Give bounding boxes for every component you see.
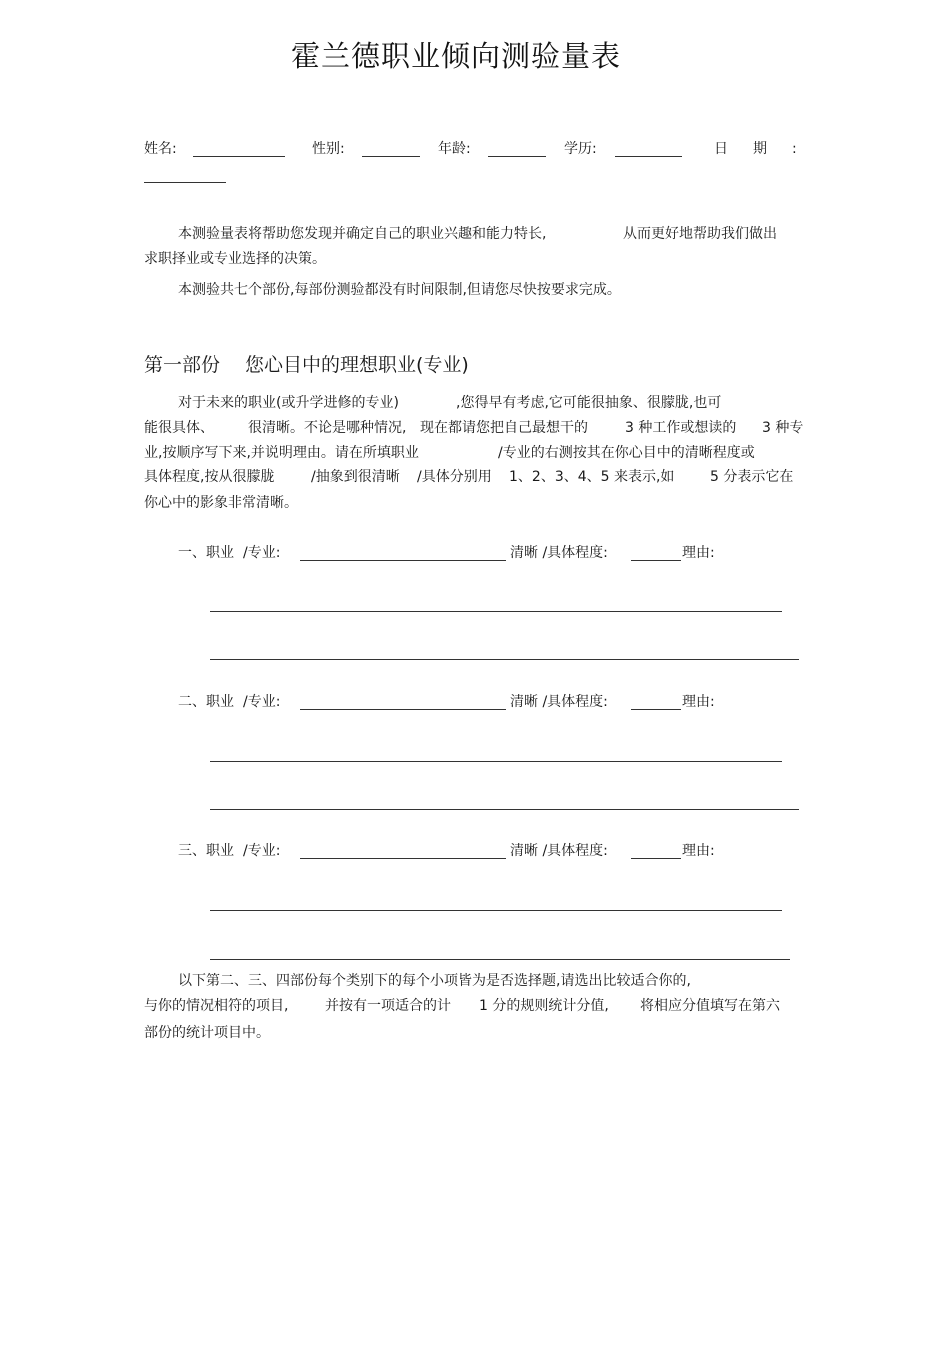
reason-label: 理由:	[682, 694, 715, 710]
part1-p3a: 业,按顺序写下来,并说明理由。请在所填职业	[144, 445, 419, 461]
clarity-field[interactable]	[631, 858, 681, 859]
career-field[interactable]	[300, 858, 506, 859]
part1-p2c: 现在都请您把自己最想干的	[420, 420, 588, 436]
reason-line-2[interactable]	[210, 959, 790, 960]
part1-p2b: 很清晰。不论是哪种情况,	[248, 420, 407, 436]
intro-line-1a: 本测验量表将帮助您发现并确定自己的职业兴趣和能力特长,	[178, 226, 547, 242]
clarity-field[interactable]	[631, 709, 681, 710]
clarity-label: 清晰 /具体程度:	[510, 694, 608, 710]
clarity-label: 清晰 /具体程度:	[510, 843, 608, 859]
gender-field[interactable]	[362, 156, 420, 157]
reason-line-2[interactable]	[210, 659, 799, 660]
part1-heading-a: 第一部份	[144, 354, 221, 376]
part1-p3b: /专业的右测按其在你心目中的清晰程度或	[498, 445, 755, 461]
outro-line-2c: 1 分的规则统计分值,	[479, 998, 609, 1014]
item-prefix: 一、职业	[178, 545, 234, 561]
gender-label: 性别:	[312, 141, 345, 157]
part1-heading-b: 您心目中的理想职业(专业)	[245, 354, 469, 376]
age-label: 年龄:	[438, 141, 471, 157]
age-field[interactable]	[488, 156, 546, 157]
reason-label: 理由:	[682, 843, 715, 859]
part1-p2e: 3 种专	[762, 420, 804, 436]
reason-label: 理由:	[682, 545, 715, 561]
item-sep: /专业:	[243, 545, 281, 561]
part1-p4d: 1、2、3、4、5 来表示,如	[509, 469, 675, 485]
part1-p4c: /具体分别用	[417, 469, 492, 485]
part1-p4b: /抽象到很清晰	[311, 469, 400, 485]
education-field[interactable]	[615, 156, 682, 157]
reason-line-2[interactable]	[210, 809, 799, 810]
clarity-label: 清晰 /具体程度:	[510, 545, 608, 561]
reason-line-1[interactable]	[210, 611, 782, 612]
date-label-1: 日	[714, 141, 728, 157]
part1-p1a: 对于未来的职业(或升学进修的专业)	[178, 395, 399, 411]
education-label: 学历:	[564, 141, 597, 157]
intro-line-1b: 从而更好地帮助我们做出	[623, 226, 777, 242]
part1-p5: 你心中的影象非常清晰。	[144, 495, 298, 511]
outro-line-3: 部份的统计项目中。	[144, 1025, 270, 1041]
date-field[interactable]	[144, 182, 226, 183]
part1-p2a: 能很具体、	[144, 420, 214, 436]
item-sep: /专业:	[243, 694, 281, 710]
item-prefix: 二、职业	[178, 694, 234, 710]
date-label-2: 期	[753, 141, 767, 157]
part1-p4e: 5 分表示它在	[710, 469, 794, 485]
name-field[interactable]	[193, 156, 285, 157]
name-label: 姓名:	[144, 141, 177, 157]
item-sep: /专业:	[243, 843, 281, 859]
date-colon: :	[792, 141, 797, 157]
outro-line-1: 以下第二、三、四部份每个类别下的每个小项皆为是否选择题,请选出比较适合你的,	[178, 973, 691, 989]
outro-line-2b: 并按有一项适合的计	[325, 998, 451, 1014]
part1-p1b: ,您得早有考虑,它可能很抽象、很朦胧,也可	[456, 395, 722, 411]
part1-p4a: 具体程度,按从很朦胧	[144, 469, 275, 485]
reason-line-1[interactable]	[210, 910, 782, 911]
outro-line-2d: 将相应分值填写在第六	[640, 998, 780, 1014]
career-field[interactable]	[300, 560, 506, 561]
outro-line-2a: 与你的情况相符的项目,	[144, 998, 289, 1014]
clarity-field[interactable]	[631, 560, 681, 561]
intro-line-3: 本测验共七个部份,每部份测验都没有时间限制,但请您尽快按要求完成。	[178, 282, 621, 298]
career-field[interactable]	[300, 709, 506, 710]
intro-line-2: 求职择业或专业选择的决策。	[144, 251, 326, 267]
page-title: 霍兰德职业倾向测验量表	[290, 39, 621, 73]
part1-p2d: 3 种工作或想读的	[625, 420, 737, 436]
reason-line-1[interactable]	[210, 761, 782, 762]
item-prefix: 三、职业	[178, 843, 234, 859]
